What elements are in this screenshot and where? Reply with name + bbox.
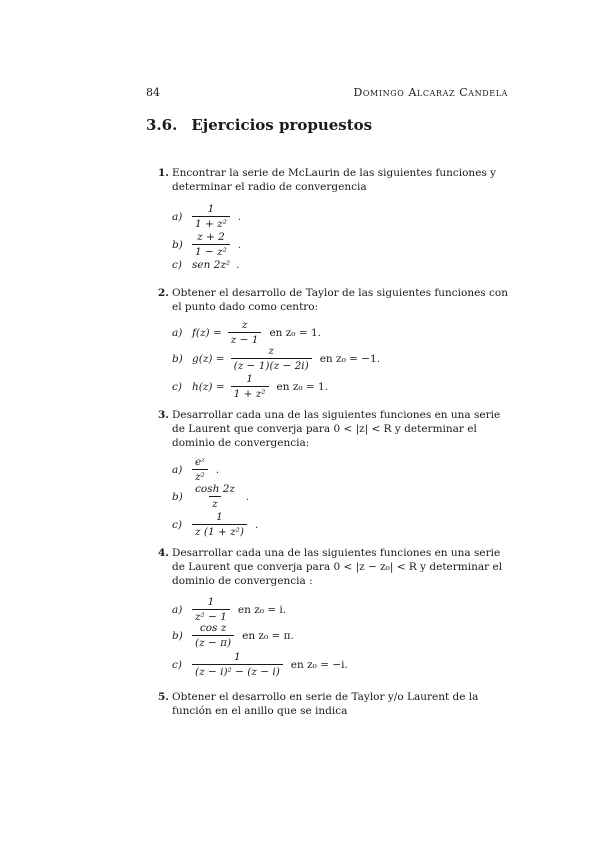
exercise-number: 2.	[158, 287, 169, 299]
running-header	[146, 86, 508, 102]
fraction: $\frac{1}{\text{z² − 1}}$	[192, 596, 230, 623]
exercise-text: Desarrollar cada una de las siguientes funciones en una serie de Laurent que converja para 0 < |z − z₀| < R y determinar el dominio de convergencia :	[172, 547, 503, 587]
exercise-3-item-a: a) $\frac{\text{eᶻ}}{\text{z²}}$ .	[172, 456, 220, 483]
item-label: b)	[172, 352, 183, 365]
exercise-number: 5.	[158, 691, 169, 703]
fraction: $\frac{1}{\text{z (1 + z²)}}$	[192, 511, 247, 538]
fraction: $\frac{\text{eᶻ}}{\text{z²}}$	[192, 456, 208, 483]
exercise-text: Encontrar la serie de McLaurin de las siguientes funciones y determinar el radio de convergencia	[172, 167, 497, 193]
exercise-2	[146, 286, 514, 314]
exercise-2-item-a: a) f(z) = $\frac{z}{z - 1}$ en z₀ = 1.	[172, 319, 321, 346]
fraction: $\frac{z + 2}{\text{1 − z²}}$	[192, 231, 230, 258]
exercise-number: 3.	[158, 409, 169, 421]
exercise-text: Obtener el desarrollo en serie de Taylor y/o Laurent de la función en el anillo que se indica	[172, 691, 479, 717]
exercise-4-item-b: b) $\frac{\text{cos z}}{(z - \pi)}$ en z₀ = π.	[172, 622, 294, 649]
author-name: Domingo Alcaraz Candela	[353, 86, 508, 99]
item-label: c)	[172, 259, 182, 271]
exercise-3	[146, 408, 514, 450]
exercise-1-item-b: b) $\frac{z + 2}{\text{1 − z²}}$ .	[172, 231, 242, 258]
item-label: b)	[172, 490, 183, 503]
exercise-text: Obtener el desarrollo de Taylor de las siguientes funciones con el punto dado como centro:	[172, 287, 508, 313]
fraction: $\frac{\cosh 2z}{z}$	[195, 483, 235, 510]
item-label: a)	[172, 210, 183, 223]
fraction: $\frac{\text{cos z}}{(z - \pi)}$	[192, 622, 234, 649]
expression: sen 2z²	[192, 259, 231, 271]
section-heading	[146, 116, 372, 134]
exercise-text: Desarrollar cada una de las siguientes funciones en una serie de Laurent que converja para 0 < |z| < R y determinar el dominio de convergencia:	[172, 409, 501, 449]
exercise-4	[146, 546, 514, 588]
exercise-1-item-a: a) $\frac{1}{\text{1 + z²}}$ .	[172, 203, 242, 230]
fraction: $\frac{z}{z - 1}$	[228, 319, 262, 346]
fraction: $\frac{z}{(z - 1)(z - 2i)}$	[231, 345, 312, 372]
section-number: 3.6.	[146, 116, 178, 134]
item-label: a)	[172, 326, 183, 339]
fraction: $\frac{1}{\text{1 + z²}}$	[231, 373, 269, 400]
exercise-2-item-b: b) g(z) = $\frac{z}{(z - 1)(z - 2i)}$ en z₀ = −1.	[172, 345, 381, 372]
item-label: c)	[172, 380, 182, 393]
exercise-4-item-a: a) $\frac{1}{\text{z² − 1}}$ en z₀ = i.	[172, 596, 287, 623]
exercise-3-item-b: b) $\frac{\cosh 2z}{z}$ .	[172, 483, 250, 510]
item-label: b)	[172, 629, 183, 642]
item-label: a)	[172, 463, 183, 476]
exercise-number: 1.	[158, 167, 169, 179]
exercise-1	[146, 166, 514, 194]
exercise-4-item-c: c) $\frac{1}{\text{(z − i)² − (z − i)}}$ en z₀ = −i.	[172, 651, 348, 678]
exercise-1-item-c: c) sen 2z² .	[172, 259, 240, 271]
fraction: $\frac{1}{\text{(z − i)² − (z − i)}}$	[192, 651, 283, 678]
item-label: a)	[172, 603, 183, 616]
item-label: b)	[172, 238, 183, 251]
fraction: $\frac{1}{\text{1 + z²}}$	[192, 203, 230, 230]
exercise-5	[146, 690, 514, 718]
section-title: Ejercicios propuestos	[191, 116, 373, 134]
exercise-number: 4.	[158, 547, 169, 559]
exercise-2-item-c: c) h(z) = $\frac{1}{\text{1 + z²}}$ en z₀ = 1.	[172, 373, 329, 400]
item-label: c)	[172, 658, 182, 671]
item-label: c)	[172, 518, 182, 531]
exercise-3-item-c: c) $\frac{1}{\text{z (1 + z²)}}$ .	[172, 511, 259, 538]
page-number: 84	[146, 86, 160, 99]
